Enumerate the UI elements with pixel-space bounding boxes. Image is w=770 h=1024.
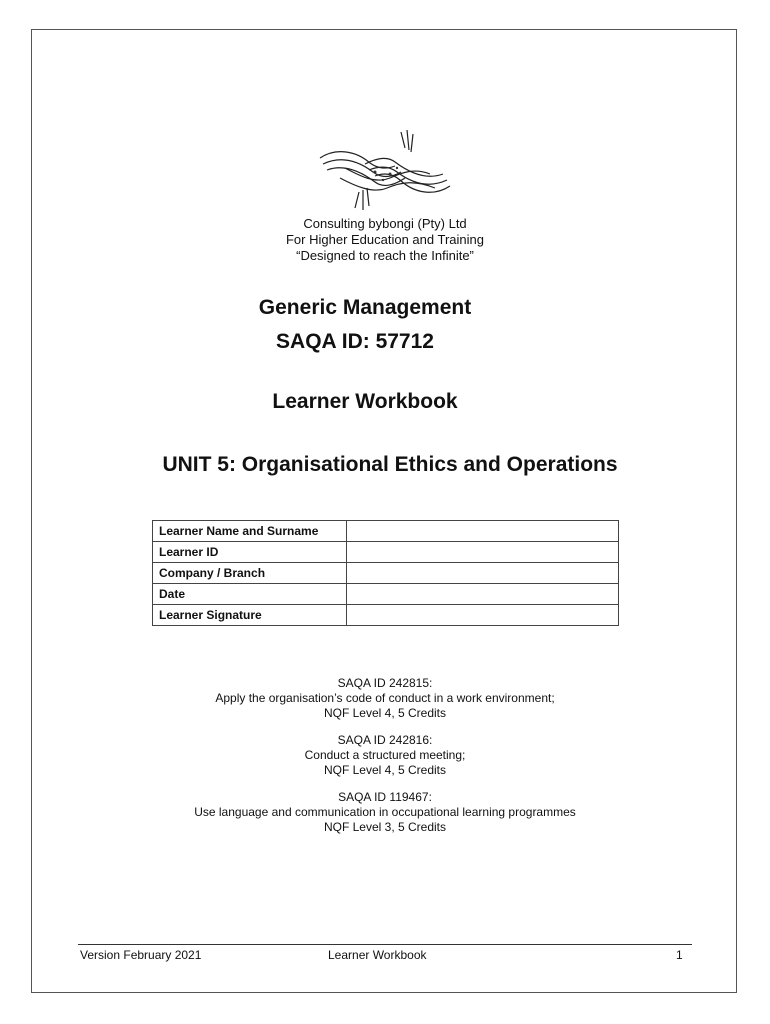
row-label: Learner ID <box>153 542 347 563</box>
row-label: Learner Name and Surname <box>153 521 347 542</box>
unit-standard <box>0 676 770 721</box>
unit-standards <box>0 676 770 847</box>
table-row <box>153 605 619 626</box>
footer-doc-name: Learner Workbook <box>328 948 427 962</box>
page-number: 1 <box>676 948 683 962</box>
unit-desc: Use language and communication in occupational learning programmes <box>194 805 576 819</box>
company-tagline: For Higher Education and Training <box>285 232 484 247</box>
row-value-field[interactable] <box>347 563 619 584</box>
row-label: Learner Signature <box>153 605 347 626</box>
row-label: Company / Branch <box>153 563 347 584</box>
unit-title: UNIT 5: Organisational Ethics and Operations <box>162 453 618 476</box>
table-row <box>153 563 619 584</box>
table-row <box>153 521 619 542</box>
saqa-title: SAQA ID: 57712 <box>276 330 434 353</box>
footer-version: Version February 2021 <box>80 948 202 962</box>
footer-divider <box>78 944 692 945</box>
company-name: Consulting bybongi (Pty) Ltd <box>303 216 467 231</box>
company-block <box>0 216 770 264</box>
company-motto: “Designed to reach the Infinite” <box>296 248 474 263</box>
row-value-field[interactable] <box>347 605 619 626</box>
workbook-title: Learner Workbook <box>272 390 458 413</box>
table-row <box>153 542 619 563</box>
main-title: Generic Management <box>258 296 472 319</box>
row-value-field[interactable] <box>347 542 619 563</box>
unit-level: NQF Level 4, 5 Credits <box>323 706 447 720</box>
hands-logo-icon <box>315 128 455 212</box>
unit-desc: Conduct a structured meeting; <box>304 748 466 762</box>
unit-standard <box>0 733 770 778</box>
unit-standard <box>0 790 770 835</box>
row-value-field[interactable] <box>347 521 619 542</box>
unit-id: SAQA ID 242816: <box>337 733 433 747</box>
unit-level: NQF Level 4, 5 Credits <box>323 763 447 777</box>
learner-details-table <box>152 520 619 626</box>
unit-id: SAQA ID 242815: <box>337 676 433 690</box>
table-row <box>153 584 619 605</box>
row-label: Date <box>153 584 347 605</box>
unit-level: NQF Level 3, 5 Credits <box>323 820 447 834</box>
unit-id: SAQA ID 119467: <box>338 790 432 804</box>
row-value-field[interactable] <box>347 584 619 605</box>
unit-desc: Apply the organisation’s code of conduct in a work environment; <box>215 691 555 705</box>
